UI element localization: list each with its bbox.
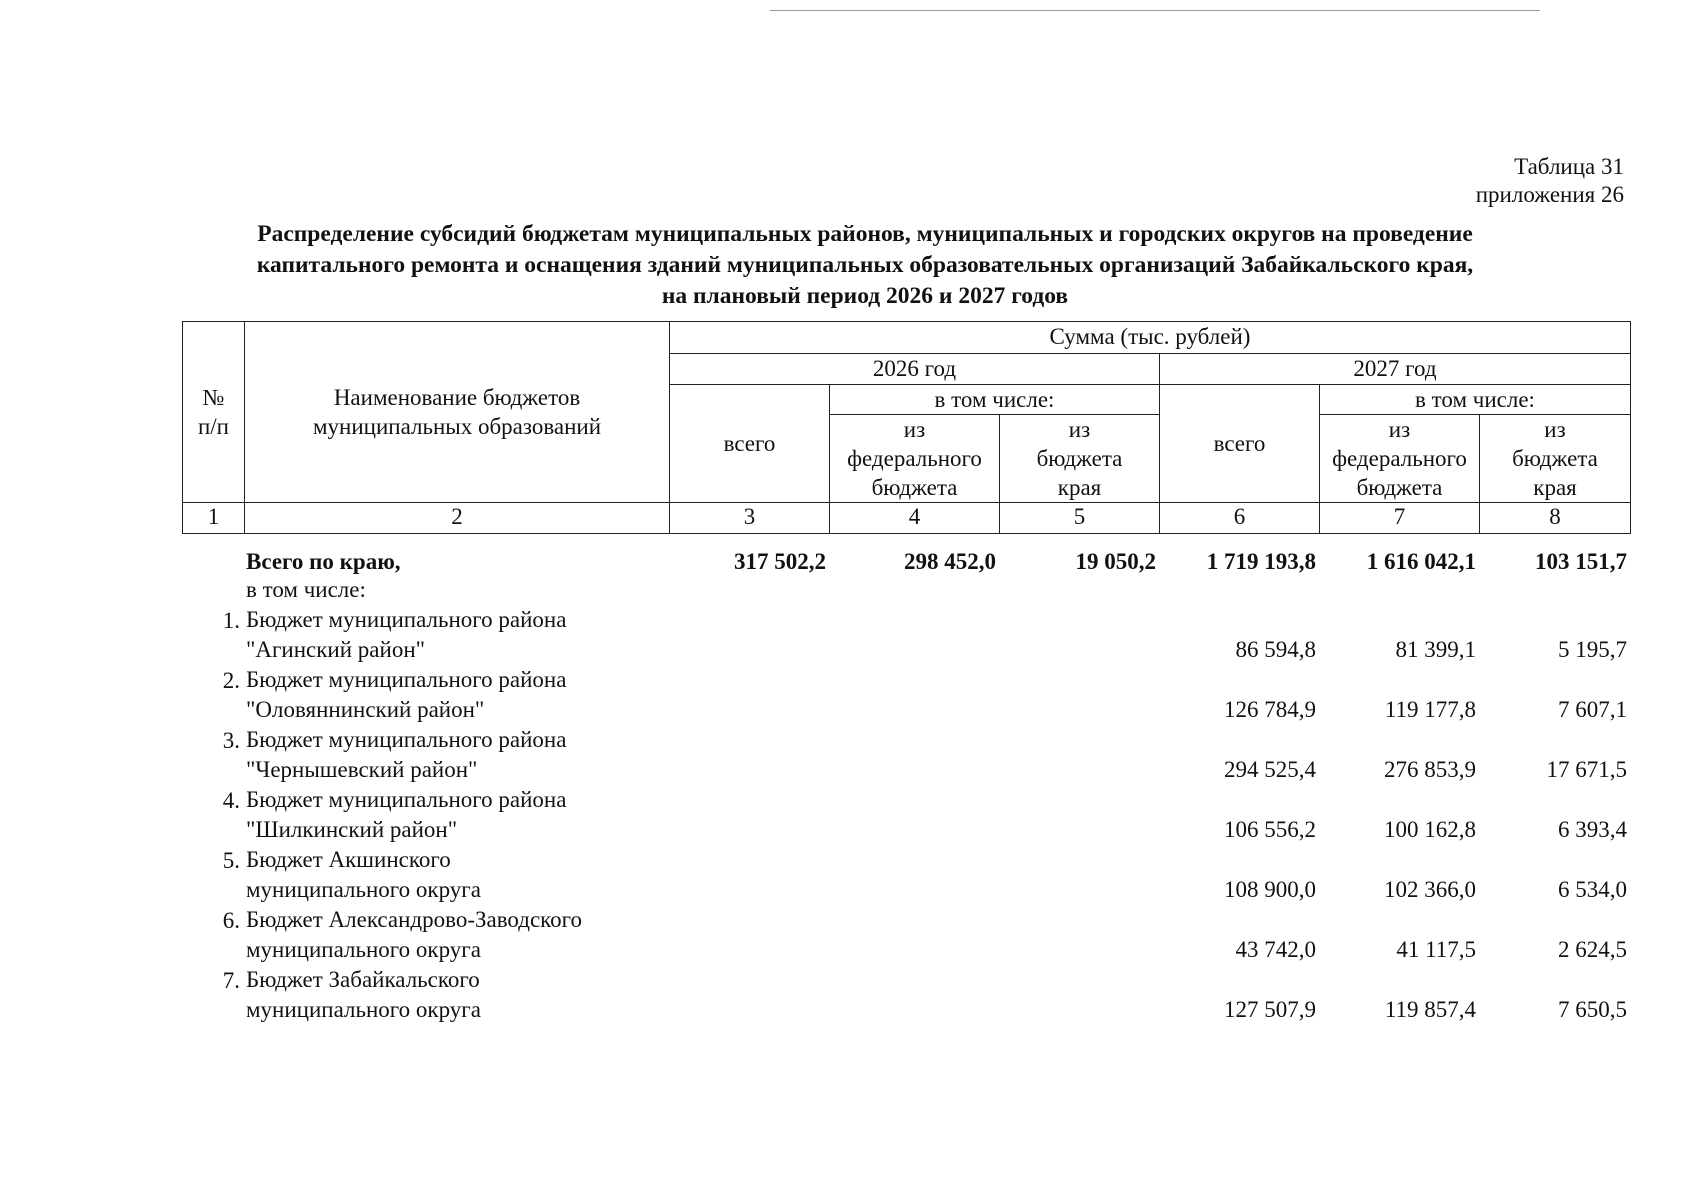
row-2027-regional: 2 624,5: [1558, 937, 1627, 962]
scan-top-rule: [770, 10, 1540, 11]
table-reference: [1476, 153, 1624, 209]
col-number-1: 1: [183, 503, 245, 534]
table-row: [182, 965, 1630, 1025]
row-2027-all: 294 525,4: [1224, 757, 1316, 782]
col-number-4: 4: [830, 503, 1000, 534]
header-including-2026: в том числе:: [830, 385, 1160, 415]
title-line-2: капитального ремонта и оснащения зданий муниципальных образовательных организаций Забайкальского края,: [256, 252, 1474, 278]
total-2027-regional: 103 151,7: [1535, 549, 1627, 574]
row-2027-federal: 119 857,4: [1384, 997, 1476, 1022]
header-sum: Сумма (тыс. рублей): [670, 322, 1631, 354]
row-name: Бюджет Александрово-Заводского муниципального округа: [246, 907, 583, 962]
appendix-number: приложения 26: [1475, 182, 1624, 207]
col-number-5: 5: [1000, 503, 1160, 534]
total-2026-all: 317 502,2: [734, 549, 826, 574]
row-2027-all: 126 784,9: [1224, 697, 1316, 722]
row-name: Бюджет муниципального района "Чернышевский район": [246, 727, 567, 782]
header-federal-2026: из федерального бюджета: [830, 415, 1000, 503]
total-2026-regional: 19 050,2: [1075, 549, 1156, 574]
total-row: [182, 546, 1630, 577]
row-2027-federal: 276 853,9: [1384, 757, 1476, 782]
col-number-8: 8: [1480, 503, 1631, 534]
row-number: 4.: [222, 788, 240, 813]
row-2027-federal: 102 366,0: [1384, 877, 1476, 902]
table-row: [182, 845, 1630, 905]
total-2027-federal: 1 616 042,1: [1366, 549, 1476, 574]
col-number-2: 2: [245, 503, 670, 534]
header-federal-2027: из федерального бюджета: [1320, 415, 1480, 503]
header-regional-2027: из бюджета края: [1480, 415, 1631, 503]
row-2027-federal: 41 117,5: [1396, 937, 1476, 962]
title-line-3: на плановый период 2026 и 2027 годов: [661, 283, 1069, 309]
row-2027-regional: 7 650,5: [1558, 997, 1627, 1022]
row-2027-regional: 5 195,7: [1558, 637, 1627, 662]
table-number: Таблица 31: [1514, 154, 1624, 179]
header-year-2027: 2027 год: [1160, 354, 1631, 385]
row-2027-regional: 6 393,4: [1558, 817, 1627, 842]
row-2027-all: 86 594,8: [1235, 637, 1316, 662]
row-number: 6.: [222, 908, 240, 933]
row-name: Бюджет Забайкальского муниципального округа: [246, 967, 481, 1022]
row-2027-federal: 100 162,8: [1384, 817, 1476, 842]
table-row: [182, 725, 1630, 785]
header-total-2026: всего: [670, 385, 830, 503]
row-2027-all: 43 742,0: [1235, 937, 1316, 962]
table-row: [182, 905, 1630, 965]
row-2027-all: 106 556,2: [1224, 817, 1316, 842]
row-number: 3.: [222, 728, 240, 753]
row-name: Бюджет муниципального района "Агинский район": [246, 607, 567, 662]
row-number: 7.: [222, 968, 240, 993]
row-number: 5.: [222, 848, 240, 873]
row-2027-federal: 119 177,8: [1384, 697, 1476, 722]
row-number: 2.: [222, 668, 240, 693]
table-row: [182, 665, 1630, 725]
col-number-6: 6: [1160, 503, 1320, 534]
header-total-2027: всего: [1160, 385, 1320, 503]
total-sublabel: в том числе:: [246, 577, 366, 602]
row-name: Бюджет муниципального района "Оловяннинский район": [246, 667, 567, 722]
title-line-1: Распределение субсидий бюджетам муниципальных районов, муниципальных и городских округов на проведение: [257, 221, 1473, 247]
header-year-2026: 2026 год: [670, 354, 1160, 385]
row-name: Бюджет муниципального района "Шилкинский район": [246, 787, 567, 842]
row-2027-all: 127 507,9: [1224, 997, 1316, 1022]
header-including-2027: в том числе:: [1320, 385, 1631, 415]
col-number-3: 3: [670, 503, 830, 534]
table-row: [182, 605, 1630, 665]
col-number-7: 7: [1320, 503, 1480, 534]
header-regional-2026: из бюджета края: [1000, 415, 1160, 503]
table-row: [182, 785, 1630, 845]
row-2027-regional: 7 607,1: [1558, 697, 1627, 722]
total-label: Всего по краю,: [246, 549, 401, 574]
row-2027-federal: 81 399,1: [1395, 637, 1476, 662]
total-2027-all: 1 719 193,8: [1206, 549, 1316, 574]
row-2027-regional: 17 671,5: [1546, 757, 1627, 782]
header-name-col: Наименование бюджетов муниципальных образований: [245, 322, 670, 503]
total-sublabel-row: [182, 574, 1630, 605]
table-body: [182, 546, 1630, 1025]
row-name: Бюджет Акшинского муниципального округа: [246, 847, 481, 902]
document-title: [180, 219, 1550, 312]
header-table: [182, 321, 1631, 534]
total-2026-federal: 298 452,0: [904, 549, 996, 574]
header-num-col: № п/п: [183, 322, 245, 503]
row-2027-all: 108 900,0: [1224, 877, 1316, 902]
row-2027-regional: 6 534,0: [1558, 877, 1627, 902]
row-number: 1.: [222, 608, 240, 633]
